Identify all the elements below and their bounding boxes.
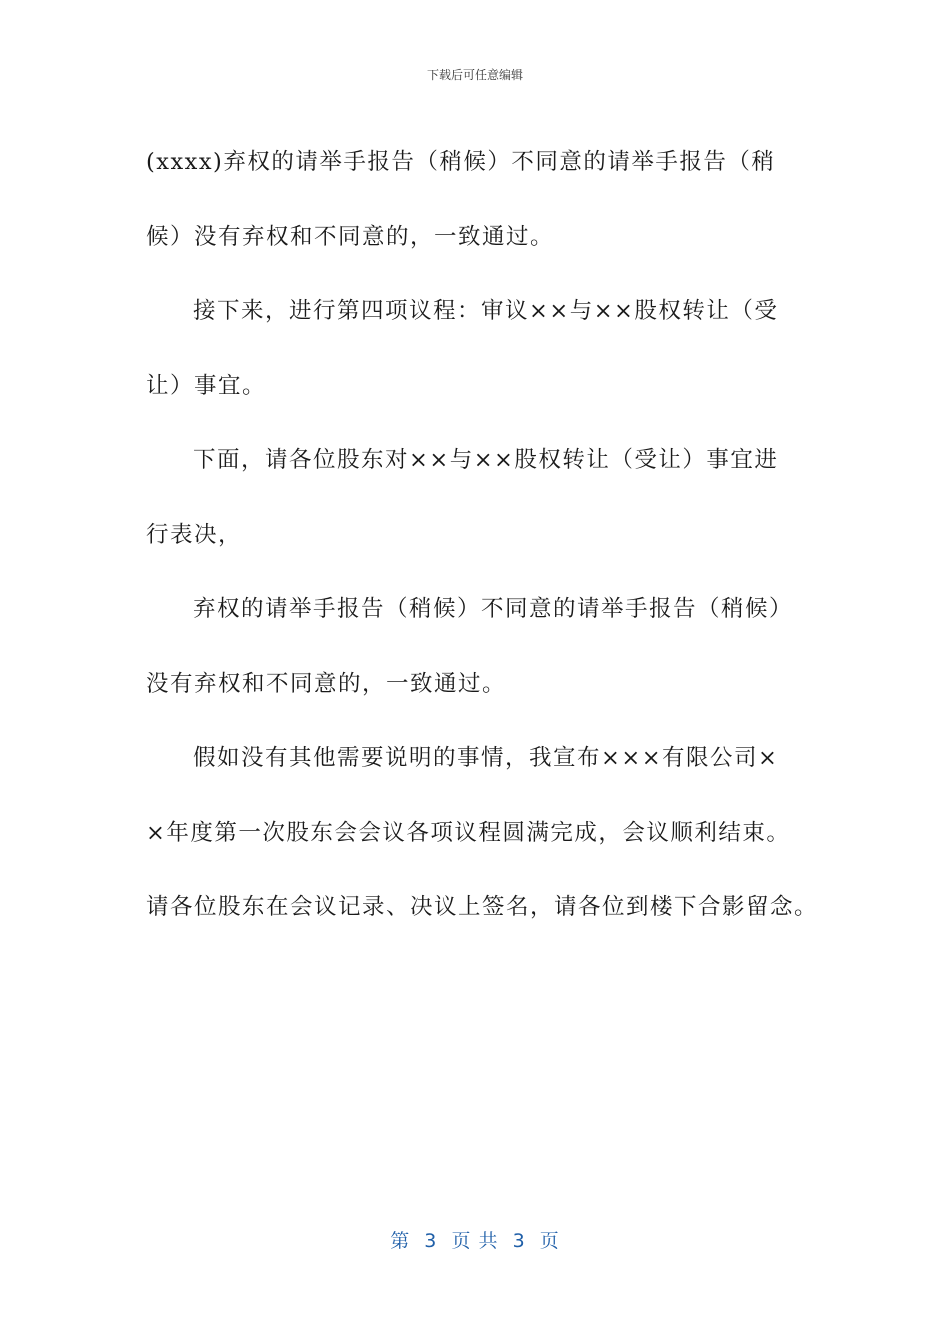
text-line: ×年度第一次股东会会议各项议程圆满完成，会议顺利结束。 bbox=[146, 819, 791, 846]
text-line: 行表决， bbox=[146, 521, 243, 548]
text-line: 让）事宜。 bbox=[146, 372, 267, 399]
document-body bbox=[146, 125, 819, 945]
text-line: 假如没有其他需要说明的事情，我宣布×××有限公司× bbox=[193, 745, 779, 771]
page-number: 第 3 页 共 3 页 bbox=[390, 1230, 560, 1252]
text-line: 候）没有弃权和不同意的，一致通过。 bbox=[146, 223, 555, 250]
text-line: 请各位股东在会议记录、决议上签名，请各位到楼下合影留念。 bbox=[146, 894, 819, 920]
text-line: 接下来，进行第四项议程：审议××与××股权转让（受 bbox=[193, 298, 779, 324]
text-line: 下面，请各位股东对××与××股权转让（受让）事宜进 bbox=[193, 447, 779, 473]
text-line: 没有弃权和不同意的，一致通过。 bbox=[146, 670, 507, 697]
page-number-footer bbox=[0, 1226, 950, 1253]
text-line: 弃权的请举手报告（稍候）不同意的请举手报告（稍候） bbox=[193, 596, 794, 622]
header-note: 下载后可任意编辑 bbox=[426, 68, 523, 82]
text-line: (xxxx)弃权的请举手报告（稍候）不同意的请举手报告（稍 bbox=[146, 149, 776, 175]
